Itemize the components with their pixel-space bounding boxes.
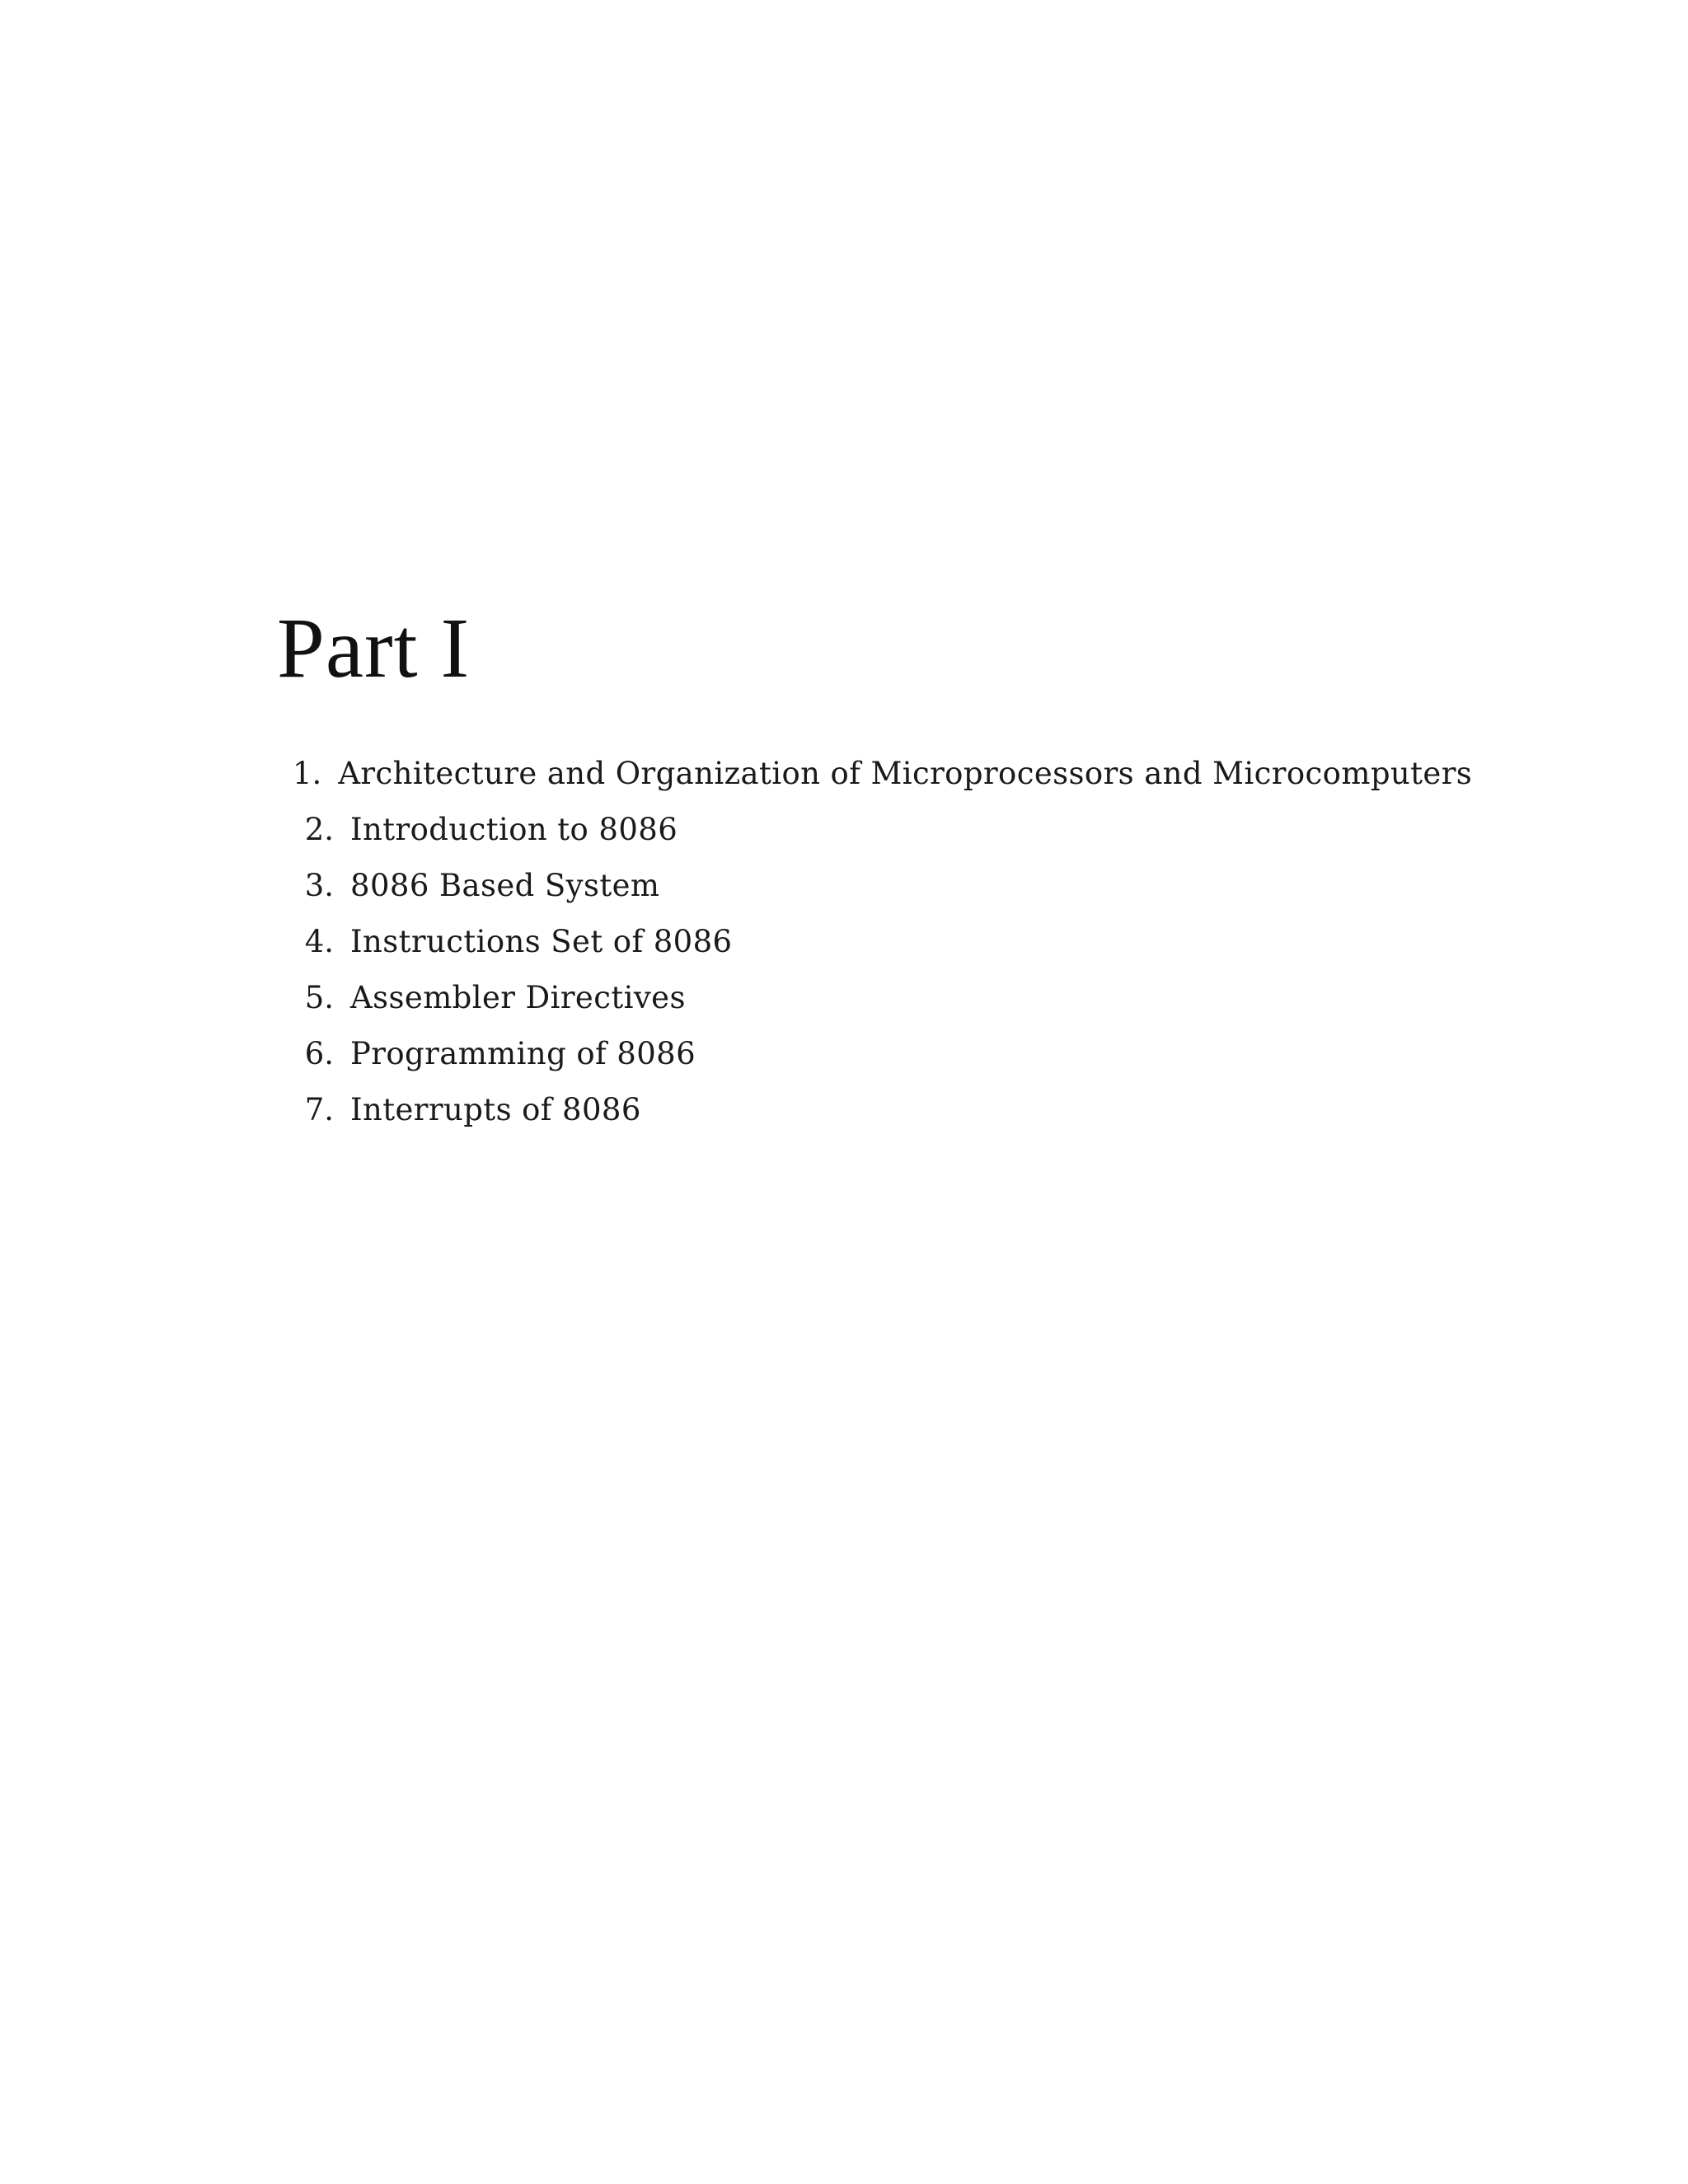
chapter-number: 3.: [304, 868, 334, 903]
chapter-title: Interrupts of 8086: [350, 1092, 641, 1127]
chapter-number: 4.: [304, 924, 334, 959]
chapter-item: [293, 914, 1447, 970]
chapter-item: [293, 746, 1473, 802]
chapter-title: Assembler Directives: [350, 980, 686, 1015]
part-title: Part I: [277, 601, 471, 696]
chapter-number: 5.: [304, 980, 334, 1015]
chapter-number: 6.: [304, 1036, 334, 1071]
chapter-title: Introduction to 8086: [350, 812, 678, 847]
chapter-number: 2.: [304, 812, 334, 847]
chapter-number: 7.: [304, 1092, 334, 1127]
chapter-item: [293, 858, 1447, 914]
chapter-title: 8086 Based System: [350, 868, 660, 903]
chapter-number: 1.: [293, 756, 322, 791]
chapter-list: [293, 746, 1473, 1138]
chapter-item: [293, 802, 1447, 858]
chapter-item: [293, 970, 1447, 1026]
chapter-title: Instructions Set of 8086: [350, 924, 733, 959]
chapter-item: [293, 1026, 1447, 1082]
chapter-title: Architecture and Organization of Microprocessors and Microcomputers: [338, 756, 1473, 791]
chapter-item: [293, 1082, 1447, 1138]
chapter-title: Programming of 8086: [350, 1036, 696, 1071]
